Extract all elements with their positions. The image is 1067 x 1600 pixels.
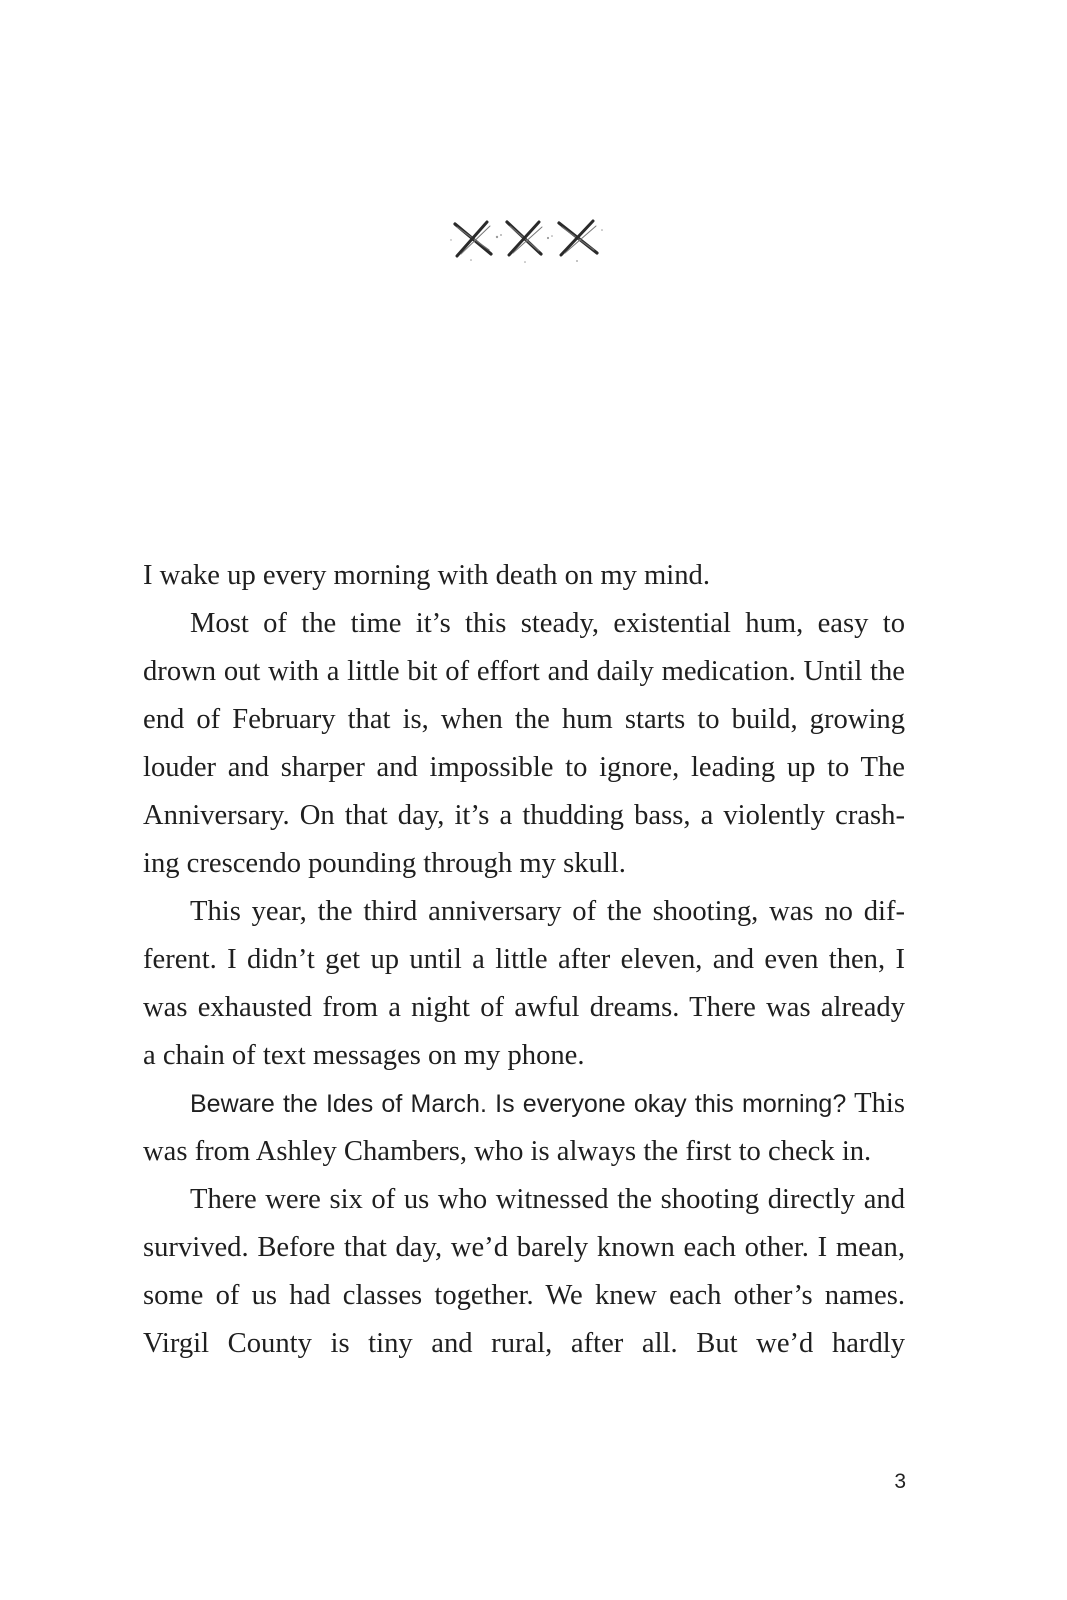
paragraph-3-line-2: ferent. I didn’t get up until a little after eleven, and even then, I (143, 944, 905, 975)
x-mark-3-icon (559, 221, 597, 255)
paragraph-2-line-3: end of February that is, when the hum starts to build, growing (143, 704, 905, 735)
paragraph-2-line-6: ing crescendo pounding through my skull. (143, 848, 626, 879)
x-mark-2-icon (507, 222, 542, 255)
paragraph-5-line-1: There were six of us who witnessed the shooting directly and (190, 1184, 905, 1215)
paragraph-5-line-2: survived. Before that day, we’d barely known each other. I mean, (143, 1232, 905, 1263)
paragraph-2-line-5: Anniversary. On that day, it’s a thudding bass, a violently crash- (143, 800, 905, 831)
x-mark-1-icon (455, 222, 491, 256)
paragraph-2-line-4: louder and sharper and impossible to ignore, leading up to The (143, 752, 905, 783)
paragraph-3-line-4: a chain of text messages on my phone. (143, 1040, 585, 1071)
body-text (143, 552, 905, 1368)
paragraph-1-line-1: I wake up every morning with death on my mind. (143, 560, 710, 591)
paragraph-5-line-4: Virgil County is tiny and rural, after all. But we’d hardly (143, 1328, 905, 1359)
three-x-marks-icon (447, 210, 607, 266)
paragraph-3-line-3: was exhausted from a night of awful dreams. There was already (143, 992, 905, 1023)
paragraph-5-line-3: some of us had classes together. We knew each other’s names. (143, 1280, 905, 1311)
paragraph-4-line-2: was from Ashley Chambers, who is always the first to check in. (143, 1136, 872, 1167)
paragraph-4-line-1-tail: This (854, 1088, 906, 1119)
page-number: 3 (894, 1470, 906, 1493)
paragraph-4-line-1 (143, 1080, 905, 1128)
paragraph-2-line-1: Most of the time it’s this steady, existential hum, easy to (190, 608, 905, 639)
paragraph-3-line-1: This year, the third anniversary of the shooting, was no dif- (190, 896, 905, 927)
text-message: Beware the Ides of March. Is everyone okay this morning? (190, 1090, 847, 1118)
paragraph-2-line-2: drown out with a little bit of effort and daily medication. Until the (143, 656, 905, 687)
